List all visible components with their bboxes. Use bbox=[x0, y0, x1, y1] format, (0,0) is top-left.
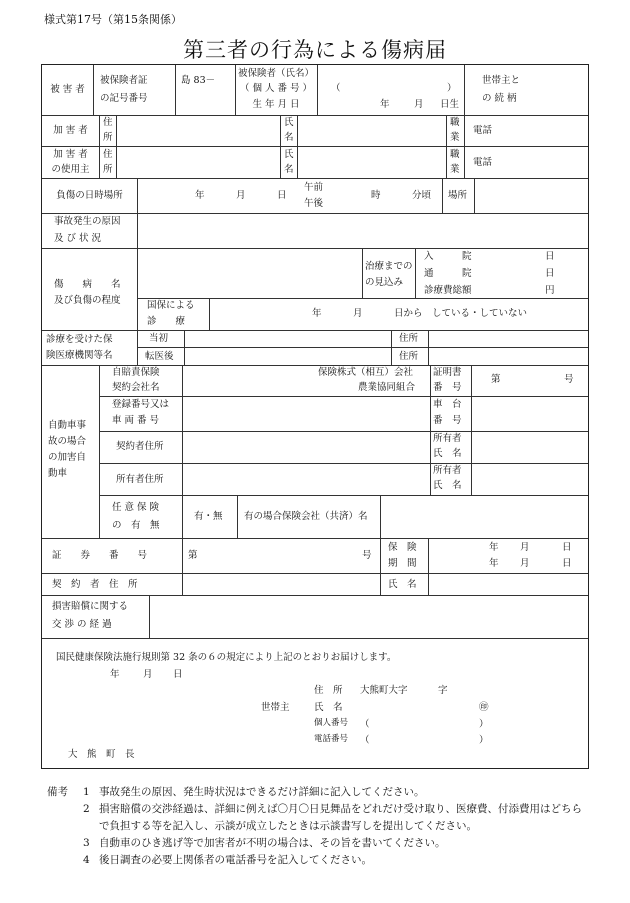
my-number-paren-open: （ bbox=[360, 719, 370, 730]
period-year-2: 年 bbox=[489, 558, 499, 569]
phone-paren-open: （ bbox=[360, 735, 370, 746]
negotiation-label-1: 損害賠償に関する bbox=[52, 601, 129, 612]
negotiation-label-2: 交 渉 の 経 過 bbox=[52, 619, 112, 630]
applicant-name-label: 氏 名 bbox=[314, 702, 343, 713]
cert-no-go: 号 bbox=[564, 374, 574, 385]
jibaiseki-label-2: 契約会社名 bbox=[112, 382, 160, 393]
relation-label-1: 世帯主と bbox=[482, 75, 521, 86]
injury-month: 月 bbox=[236, 190, 246, 201]
medical-addr-1: 住所 bbox=[399, 333, 419, 344]
owner-name-label-1: 所有者 bbox=[433, 433, 462, 444]
note-item bbox=[47, 852, 589, 869]
insured-label-3: 生 年 月 日 bbox=[252, 99, 300, 110]
inpatient-days-unit: 日 bbox=[545, 251, 555, 262]
policy-go: 号 bbox=[362, 550, 372, 561]
treatment-label-2: の見込み bbox=[365, 277, 404, 288]
disease-label-1: 傷 病 名 bbox=[54, 279, 121, 290]
seal-mark: ㊞ bbox=[479, 702, 489, 713]
policy-period-label-1: 保 険 bbox=[388, 542, 417, 553]
auto-label-2: 故の場合 bbox=[48, 436, 87, 447]
contractor-address-label: 契 約 者 住 所 bbox=[52, 579, 138, 590]
note-number: 2 bbox=[83, 803, 90, 815]
perp-name-1: 氏 bbox=[284, 117, 294, 128]
perp-job-1: 職 bbox=[450, 117, 460, 128]
agri-coop: 農業協同組合 bbox=[358, 382, 416, 393]
phone-number-label: 電話番号 bbox=[314, 734, 349, 744]
employer-label-1: 加 害 者 bbox=[53, 149, 88, 160]
my-number-paren-close: ） bbox=[479, 719, 489, 730]
form-table bbox=[41, 64, 589, 769]
employer-label-2: の使用主 bbox=[51, 164, 90, 175]
notes-section bbox=[47, 784, 589, 869]
birth-month: 月 bbox=[414, 99, 424, 110]
auto-label-3: の加害自 bbox=[48, 452, 87, 463]
kokuho-month: 月 bbox=[353, 308, 363, 319]
period-year-1: 年 bbox=[489, 542, 499, 553]
owner-name-label-2: 氏 名 bbox=[433, 448, 462, 459]
emp-addr-2: 所 bbox=[103, 164, 113, 175]
voluntary-label-1: 任 意 保 険 bbox=[112, 502, 160, 513]
outpatient-label: 通 院 bbox=[424, 268, 472, 279]
emp-addr-1: 住 bbox=[103, 149, 113, 160]
medical-label-1: 診療を受けた保 bbox=[46, 334, 113, 345]
declaration-month: 月 bbox=[143, 669, 153, 680]
householder-label: 世帯主 bbox=[261, 702, 290, 713]
note-text: 損害賠償の交渉経過は、詳細に例えば〇月〇日見舞品をどれだけ受け取り、医療費、付添費用はどちらで負担する等を記入し、示談が成立したときは示談書写しを提出してください。 bbox=[99, 803, 582, 832]
perp-addr-1: 住 bbox=[103, 117, 113, 128]
cert-number-field[interactable]: 島 83－ bbox=[181, 75, 216, 86]
form-number: 様式第17号（第15条関係） bbox=[44, 13, 182, 26]
perp-phone: 電話 bbox=[473, 125, 493, 136]
registration-label-1: 登録番号又は bbox=[112, 399, 170, 410]
cert-no-dai: 第 bbox=[491, 374, 501, 385]
policy-period-label-2: 期 間 bbox=[388, 558, 417, 569]
birth-day: 日生 bbox=[440, 99, 460, 110]
injury-hour: 時 bbox=[371, 190, 381, 201]
medical-transfer: 転医後 bbox=[145, 351, 174, 362]
cert-no-label-1: 証明書 bbox=[433, 367, 462, 378]
kokuho-text: 日から している・していない bbox=[394, 308, 528, 319]
policy-number-label: 証 券 番 号 bbox=[52, 550, 148, 561]
disease-label-2: 及び負傷の程度 bbox=[54, 295, 121, 306]
perp-job-2: 業 bbox=[450, 132, 460, 143]
voluntary-yes-no[interactable]: 有・無 bbox=[194, 511, 223, 522]
page-title: 第三者の行為による傷病届 bbox=[183, 38, 447, 62]
perp-name-2: 名 bbox=[284, 132, 294, 143]
note-item bbox=[47, 784, 589, 801]
owner-name2-label-2: 氏 名 bbox=[433, 480, 462, 491]
auto-label-1: 自動車事 bbox=[48, 420, 87, 431]
emp-name-2: 名 bbox=[284, 164, 294, 175]
insured-label-2: （ 個 人 番 号 ） bbox=[239, 83, 313, 94]
voluntary-company-label: 有の場合保険会社（共済）名 bbox=[244, 511, 368, 522]
note-text: 後日調査の必要上関係者の電話番号を記入してください。 bbox=[99, 854, 372, 866]
total-cost-label: 診療費総額 bbox=[424, 285, 472, 296]
owner-name2-label-1: 所有者 bbox=[433, 465, 462, 476]
note-number: 1 bbox=[83, 786, 90, 798]
cert-label-1: 被保険者証 bbox=[100, 75, 148, 86]
addressee: 大 熊 町 長 bbox=[68, 749, 135, 760]
registration-label-2: 車 両 番 号 bbox=[112, 415, 160, 426]
declaration-year: 年 bbox=[110, 669, 120, 680]
paren-close: ） bbox=[447, 83, 457, 94]
cause-label-2: 及 び 状 況 bbox=[54, 233, 102, 244]
period-month-1: 月 bbox=[520, 542, 530, 553]
paren-open: （ bbox=[331, 83, 341, 94]
vehicle-no-label-2: 番 号 bbox=[433, 415, 462, 426]
kokuho-label-1: 国保による bbox=[147, 300, 195, 311]
note-item bbox=[47, 835, 589, 852]
victim-label: 被 害 者 bbox=[50, 84, 85, 95]
injury-place-label: 場所 bbox=[448, 190, 468, 201]
yen-unit: 円 bbox=[545, 285, 555, 296]
injury-am: 午前 bbox=[304, 182, 324, 193]
contractor-addr-label: 契約者住所 bbox=[116, 441, 164, 452]
applicant-aza: 字 bbox=[438, 685, 448, 696]
insurance-company: 保険株式（相互）会社 bbox=[318, 367, 414, 378]
applicant-addr-label: 住 所 bbox=[314, 685, 343, 696]
kokuho-label-2: 診 療 bbox=[147, 316, 186, 327]
declaration-day: 日 bbox=[173, 669, 183, 680]
relation-label-2: の 続 柄 bbox=[482, 93, 517, 104]
outpatient-days-unit: 日 bbox=[545, 268, 555, 279]
applicant-addr-value: 大熊町大字 bbox=[360, 685, 408, 696]
note-number: 3 bbox=[83, 837, 90, 849]
medical-label-2: 険医療機関等名 bbox=[46, 350, 113, 361]
perpetrator-label: 加 害 者 bbox=[53, 125, 88, 136]
perp-addr-2: 所 bbox=[103, 132, 113, 143]
jibaiseki-label-1: 自賠責保険 bbox=[112, 367, 160, 378]
medical-first: 当初 bbox=[149, 333, 169, 344]
declaration-text: 国民健康保険法施行規則第 32 条の６の規定により上記のとおりお届けします。 bbox=[56, 652, 397, 663]
note-item bbox=[47, 801, 589, 835]
owner-addr-label: 所有者住所 bbox=[116, 474, 164, 485]
notes-heading: 備考 bbox=[47, 786, 68, 798]
emp-job-1: 職 bbox=[450, 149, 460, 160]
note-number: 4 bbox=[83, 854, 90, 866]
injury-day: 日 bbox=[277, 190, 287, 201]
emp-phone: 電話 bbox=[473, 157, 493, 168]
note-text: 事故発生の原因、発生時状況はできるだけ詳細に記入してください。 bbox=[99, 786, 425, 798]
period-day-2: 日 bbox=[562, 558, 572, 569]
kokuho-year: 年 bbox=[312, 308, 322, 319]
birth-year: 年 bbox=[380, 99, 390, 110]
policy-dai: 第 bbox=[188, 550, 198, 561]
emp-name-1: 氏 bbox=[284, 149, 294, 160]
voluntary-label-2: の 有 無 bbox=[112, 520, 160, 531]
my-number-label: 個人番号 bbox=[314, 718, 349, 728]
cause-label-1: 事故発生の原因 bbox=[54, 216, 121, 227]
note-text: 自動車のひき逃げ等で加害者が不明の場合は、その旨を書いてください。 bbox=[99, 837, 446, 849]
injury-date-label: 負傷の日時場所 bbox=[56, 190, 123, 201]
insured-label-1: 被保険者（氏名） bbox=[237, 68, 314, 79]
contractor-name-label: 氏 名 bbox=[388, 579, 417, 590]
medical-addr-2: 住所 bbox=[399, 351, 419, 362]
auto-label-4: 動車 bbox=[48, 468, 68, 479]
injury-year: 年 bbox=[195, 190, 205, 201]
vehicle-no-label-1: 車 台 bbox=[433, 399, 462, 410]
injury-minute: 分頃 bbox=[412, 190, 432, 201]
emp-job-2: 業 bbox=[450, 164, 460, 175]
period-month-2: 月 bbox=[520, 558, 530, 569]
period-day-1: 日 bbox=[562, 542, 572, 553]
cert-label-2: の記号番号 bbox=[100, 93, 148, 104]
inpatient-label: 入 院 bbox=[424, 251, 472, 262]
treatment-label-1: 治療までの bbox=[365, 261, 413, 272]
phone-paren-close: ） bbox=[479, 735, 489, 746]
injury-pm: 午後 bbox=[304, 198, 324, 209]
cert-no-label-2: 番 号 bbox=[433, 382, 462, 393]
